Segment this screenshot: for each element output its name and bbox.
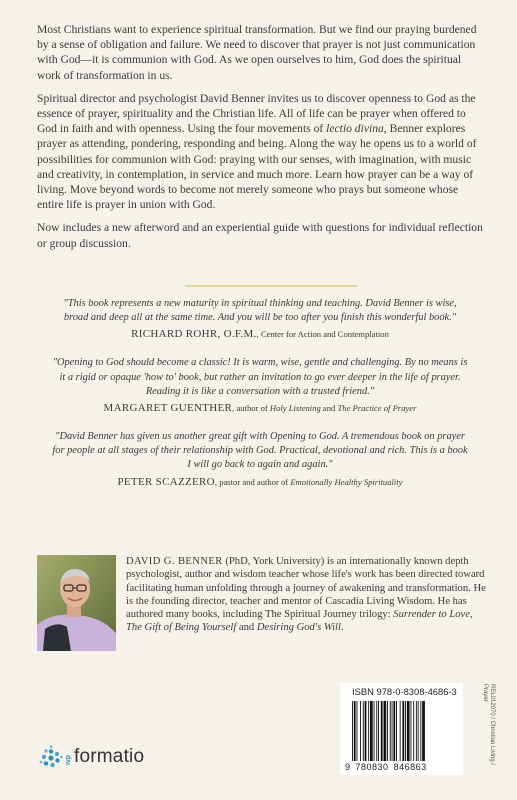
author-bio xyxy=(126,555,486,635)
barcode-bar xyxy=(402,701,404,761)
blurb-paragraph-2 xyxy=(37,91,485,213)
barcode-bar xyxy=(390,701,391,761)
endorsement-text: "Opening to God should become a classic! It is warm, wise, gentle and challenging. By no means is it a rigid or opaque 'how to' book, but rather an invitation to go ever deeper in the life of prayer. Reading it is like a conversation with a trusted friend." xyxy=(52,357,468,397)
barcode-digit-group: 780830 xyxy=(355,762,389,772)
endorser-role: , Center for Action and Contemplation xyxy=(256,329,389,340)
endorser-book-1: Emotionally Healthy Spirituality xyxy=(290,476,403,487)
barcode-bar xyxy=(411,701,412,761)
endorser-role-start: , author of xyxy=(232,403,270,414)
barcode-bar xyxy=(413,701,414,761)
barcode-bar xyxy=(354,701,356,761)
endorser-name: MARGARET GUENTHER xyxy=(103,402,233,415)
bio-separator: and xyxy=(236,622,257,634)
endorsement-text: "David Benner has given us another great gift with Opening to God. A tremendous book on prayer for people at all stages of their relationship with God. Practical, devotional and rich. This is a book I will go back to again and again." xyxy=(52,431,468,471)
barcode-bar xyxy=(393,701,395,761)
bio-separator: , xyxy=(469,609,473,621)
barcode-bar xyxy=(420,701,421,761)
endorsement-source xyxy=(50,476,470,489)
endorsement-source xyxy=(50,402,470,415)
barcode-bar xyxy=(418,701,419,761)
barcode-bar xyxy=(352,701,353,761)
barcode-bar xyxy=(365,701,367,761)
barcode-bar xyxy=(360,701,361,761)
publisher-logo xyxy=(38,743,188,775)
blurb-paragraph-1: Most Christians want to experience spiritual transformation. But we find our praying burdened by a sense of obligation and failure. We need to discover that prayer is not just communication with God—it is communion with God. As we open ourselves to him, God does the spiritual work of transformation in us. xyxy=(37,23,477,82)
description-blurb xyxy=(37,22,485,259)
barcode-bar xyxy=(374,701,375,761)
endorsement-source xyxy=(50,328,470,341)
barcode-bar xyxy=(392,701,393,761)
bio-end: . xyxy=(340,622,344,634)
endorsement-text: "This book represents a new maturity in spiritual thinking and teaching. David Benner is wise, broad and deep all at the same time. And you will be too after you finish this wonderful book." xyxy=(63,298,457,324)
author-photo xyxy=(37,555,116,651)
gold-divider xyxy=(185,285,357,287)
endorsement-scazzero xyxy=(50,430,470,489)
endorser-book-2: The Practice of Prayer xyxy=(337,403,417,414)
endorser-name: PETER SCAZZERO xyxy=(117,475,215,488)
barcode-bar xyxy=(368,701,369,761)
barcode-bar xyxy=(400,701,401,761)
author-name: DAVID G. BENNER xyxy=(126,556,223,567)
blurb-paragraph-2-start: Spiritual director and psychologist David Benner invites us to discover openness to God as the essence of prayer, spirituality and the Christian life. All of life can be prayer when offered to God in faith and with openness. Using the four movements of xyxy=(37,91,476,136)
endorser-role xyxy=(232,403,416,413)
author-portrait-image xyxy=(37,555,116,651)
barcode-bar xyxy=(381,701,383,761)
publisher-imprint: ivp xyxy=(65,755,72,766)
barcode-bar xyxy=(407,701,410,761)
barcode-digits xyxy=(345,762,460,772)
publisher-name: formatio xyxy=(74,746,145,767)
endorsement-guenther xyxy=(50,356,470,415)
barcode-bar xyxy=(384,701,387,761)
barcode-digit-group: 9 xyxy=(345,762,351,772)
barcode-bar xyxy=(396,701,397,761)
barcode-bar xyxy=(378,701,379,761)
endorsement-rohr xyxy=(50,297,470,341)
endorser-book-1: Holy Listening xyxy=(269,403,321,414)
lectio-divina-term: lectio divina xyxy=(326,122,384,136)
barcode-bar xyxy=(387,701,388,761)
isbn-barcode xyxy=(352,701,452,761)
endorser-role-join: and xyxy=(320,403,338,414)
book-title-desiring: Desiring God's Will xyxy=(256,622,341,634)
barcode-bar xyxy=(422,701,425,761)
book-title-surrender: Surrender to Love xyxy=(393,609,470,621)
barcode-bar xyxy=(357,701,358,761)
author-bio-text: (PhD, York University) is an internationally known depth psychologist, author and wisdom teacher whose life's work has been directed toward facilitating human unfolding through a journey of awakening and transformation. He is the founding director, teacher and mentor of Cascadia Living Wisdom. He has authored many books, including The Spiritual Journey trilogy: xyxy=(126,556,486,621)
barcode-bar xyxy=(370,701,373,761)
barcode-bar xyxy=(376,701,377,761)
endorsements xyxy=(50,297,470,504)
blurb-paragraph-3: Now includes a new afterword and an experiential guide with questions for individual reflection or group discussion. xyxy=(37,221,483,250)
formatio-swirl-icon xyxy=(38,745,64,771)
barcode-bar xyxy=(363,701,364,761)
isbn-label: ISBN 978-0-8308-4686-3 xyxy=(352,686,457,697)
blurb-paragraph-2-end: , Benner explores prayer as attending, pondering, responding and being. Along the way he opens us to a world of possibilities for communion with God: praying with our senses, with imagination, with music and creativity, in contemplation, in service and much more. Learn how prayer can be a way of living. Move beyond words to become not merely someone who prays but someone whose entire life is prayer in union with God. xyxy=(37,122,477,212)
barcode-digit-group: 846863 xyxy=(393,762,427,772)
endorser-role xyxy=(215,477,403,487)
barcode-bar xyxy=(405,701,406,761)
endorser-name: RICHARD ROHR, O.F.M. xyxy=(131,328,257,341)
book-title-gift: The Gift of Being Yourself xyxy=(126,622,237,634)
barcode-bar xyxy=(416,701,417,761)
bisac-category: REL012070 / Christian Living / Prayer xyxy=(482,684,495,766)
endorser-role-start: , pastor and author of xyxy=(214,476,291,487)
